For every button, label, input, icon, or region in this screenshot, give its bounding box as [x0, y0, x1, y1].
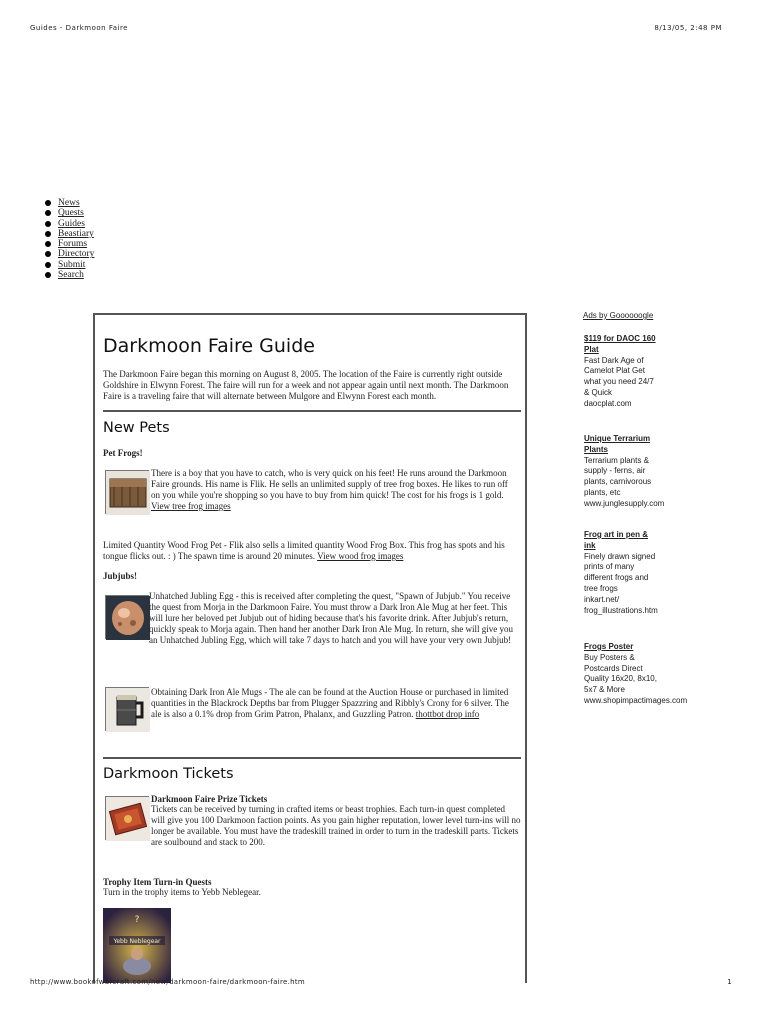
ad-title[interactable]: Plants — [584, 444, 609, 454]
nav-link-search[interactable]: Search — [58, 270, 84, 281]
prize-tickets-label: Darkmoon Faire Prize Tickets — [151, 794, 268, 804]
nav-item-quests — [44, 208, 94, 218]
nav-link-directory[interactable]: Directory — [58, 249, 95, 260]
pet-frogs-label: Pet Frogs! — [103, 448, 143, 458]
nav-link-beastiary[interactable]: Beastiary — [58, 228, 94, 239]
ad-body: different frogs and — [584, 573, 649, 583]
thottbot-drop-info-link[interactable]: thottbot drop info — [415, 709, 480, 719]
mug-text: Obtaining Dark Iron Ale Mugs - The ale can be found at the Auction House or purchased in limited quantities in the Blackrock Depths bar from Plugger Spazzring and Ribbly's Crony for 6 silver. The ale is also a 0.1% drop from Grim Patron, Phalanx, and Guzzling Patron. — [151, 687, 509, 719]
nav-link-submit[interactable]: Submit — [58, 259, 86, 270]
content-box — [93, 313, 527, 983]
ad-url: daocplat.com — [584, 398, 632, 408]
nav-item-search — [44, 270, 94, 280]
ad-body: Camelot Plat Get — [584, 366, 645, 376]
prize-tickets-image — [105, 796, 149, 840]
wood-frog-images-link[interactable]: View wood frog images — [317, 551, 404, 561]
nav-link-quests[interactable]: Quests — [58, 208, 84, 219]
ale-mug-image — [105, 687, 149, 731]
frog-text: There is a boy that you have to catch, who is very quick on his feet! He runs around the Darkmoon Faire grounds. His name is Flik. He sells an unlimited supply of tree frog boxes. He likes to run off on you while you're shopping so you have to buy from him quick! The cost for his frogs is 1 gold. — [151, 468, 508, 500]
ad-body: Postcards Direct — [584, 663, 643, 673]
nav-item-news — [44, 198, 94, 208]
nav-item-submit — [44, 260, 94, 270]
intro-paragraph: The Darkmoon Faire began this morning on August 8, 2005. The location of the Faire is currently right outside Goldshire in Elwynn Forest. The faire will run for a week and not appear again until next month. The Darkmoon Faire is a traveling faire that will alternate between Mulgore and Elwynn Forest each month. — [103, 369, 509, 401]
ad-item[interactable] — [584, 642, 688, 707]
nav-link-forums[interactable]: Forums — [58, 239, 88, 250]
print-header-timestamp: 8/13/05, 2:48 PM — [654, 24, 722, 32]
wood-frog-description — [103, 540, 515, 562]
wood-frog-text: Limited Quantity Wood Frog Pet - Flik also sells a limited quantity Wood Frog Box. This frog has spots and his tongue flicks out. : ) The spawn time is around 20 minutes. — [103, 540, 505, 561]
ad-title[interactable]: Frogs Poster — [584, 642, 634, 651]
ad-body: Terrarium plants & — [584, 455, 649, 465]
ad-body: Quality 16x20, 8x10, — [584, 674, 657, 684]
tree-frog-images-link[interactable]: View tree frog images — [151, 501, 231, 511]
ads-by-google-link[interactable]: Ads by Goooooogle — [583, 311, 654, 320]
trophy-quests-text: Turn in the trophy items to Yebb Neblegear. — [103, 887, 261, 897]
ad-body: prints of many — [584, 562, 635, 572]
ad-title[interactable]: Frog art in pen & — [584, 530, 648, 539]
ale-mug-description — [151, 687, 517, 720]
prize-tickets-text: Tickets can be received by turning in crafted items or beast trophies. Each turn-in quest completed will give you 100 Darkmoon faction points. As you gain higher reputation, lower level turn-ins will no longer be available. You must have the tradeskill trained in order to turn in the tradeskill parts. Tickets are soulbound and stack to 200. — [151, 804, 521, 847]
ad-title[interactable]: $119 for DAOC 160 — [584, 334, 656, 343]
ad-url: www.junglesupply.com — [584, 498, 665, 508]
print-header-title: Guides - Darkmoon Faire — [30, 24, 128, 32]
print-footer-url: http://www.bookofwarcraft.com/new/darkmoon-faire/darkmoon-faire.htm — [30, 978, 306, 986]
ad-body: & Quick — [584, 387, 613, 397]
jubjubs-label: Jubjubs! — [103, 571, 138, 581]
nav-item-directory — [44, 249, 94, 259]
nav-link-news[interactable]: News — [58, 198, 80, 208]
nav-item-beastiary — [44, 229, 94, 239]
ad-body: Buy Posters & — [584, 652, 635, 662]
divider — [103, 757, 521, 759]
ad-item[interactable] — [584, 530, 662, 616]
ad-body: Fast Dark Age of — [584, 355, 644, 365]
divider — [103, 410, 521, 412]
trophy-quests-label: Trophy Item Turn-in Quests — [103, 877, 212, 887]
ad-title[interactable]: Plat — [584, 344, 599, 354]
ad-body: plants, etc — [584, 487, 621, 497]
print-footer-page-number: 1 — [727, 978, 732, 986]
jubjub-text: Unhatched Jubling Egg - this is received after completing the quest, "Spawn of Jubjub." You receive the quest from Morja in the Darkmoon Faire. You must throw a Dark Iron Ale Mug at her feet. This will lure her beloved pet Jubjub out of hiding because that's his favorite drink. After Jubjub's return, quickly speak to Morja again. Then hand her another Dark Iron Ale Mug. In return, she will give you an Unhatched Jubling Egg, which will take 7 days to hatch and you will have your very own Jubjub! — [149, 591, 513, 645]
ad-url: www.shopimpactimages.com — [584, 695, 688, 705]
ad-body: tree frogs — [584, 583, 618, 593]
darkmoon-tickets-heading: Darkmoon Tickets — [103, 766, 234, 782]
site-nav — [44, 198, 94, 280]
yebb-neblegear-image — [103, 908, 171, 983]
page-title: Darkmoon Faire Guide — [103, 335, 315, 357]
ad-title[interactable]: Unique Terrarium — [584, 434, 651, 443]
svg-text:?: ? — [134, 915, 140, 925]
nav-item-guides — [44, 219, 94, 229]
ad-url: inkart.net/ frog_illustrations.htm — [584, 594, 658, 615]
ad-body: 5x7 & More — [584, 685, 625, 695]
frog-description — [151, 468, 517, 512]
new-pets-heading: New Pets — [103, 420, 170, 436]
npc-caption: Yebb Neblegear — [113, 938, 161, 945]
ad-item[interactable] — [584, 434, 665, 510]
ad-body: plants, carnivorous — [584, 477, 652, 487]
frog-box-image — [105, 470, 149, 514]
ad-title[interactable]: ink — [584, 540, 596, 550]
ad-item[interactable] — [584, 334, 662, 410]
jubjub-description — [103, 591, 515, 655]
ad-body: Finely drawn signed — [584, 551, 656, 561]
ad-body: supply - ferns, air — [584, 466, 646, 476]
nav-link-guides[interactable]: Guides — [58, 218, 85, 229]
nav-item-forums — [44, 239, 94, 249]
ad-body: what you need 24/7 — [584, 377, 654, 387]
